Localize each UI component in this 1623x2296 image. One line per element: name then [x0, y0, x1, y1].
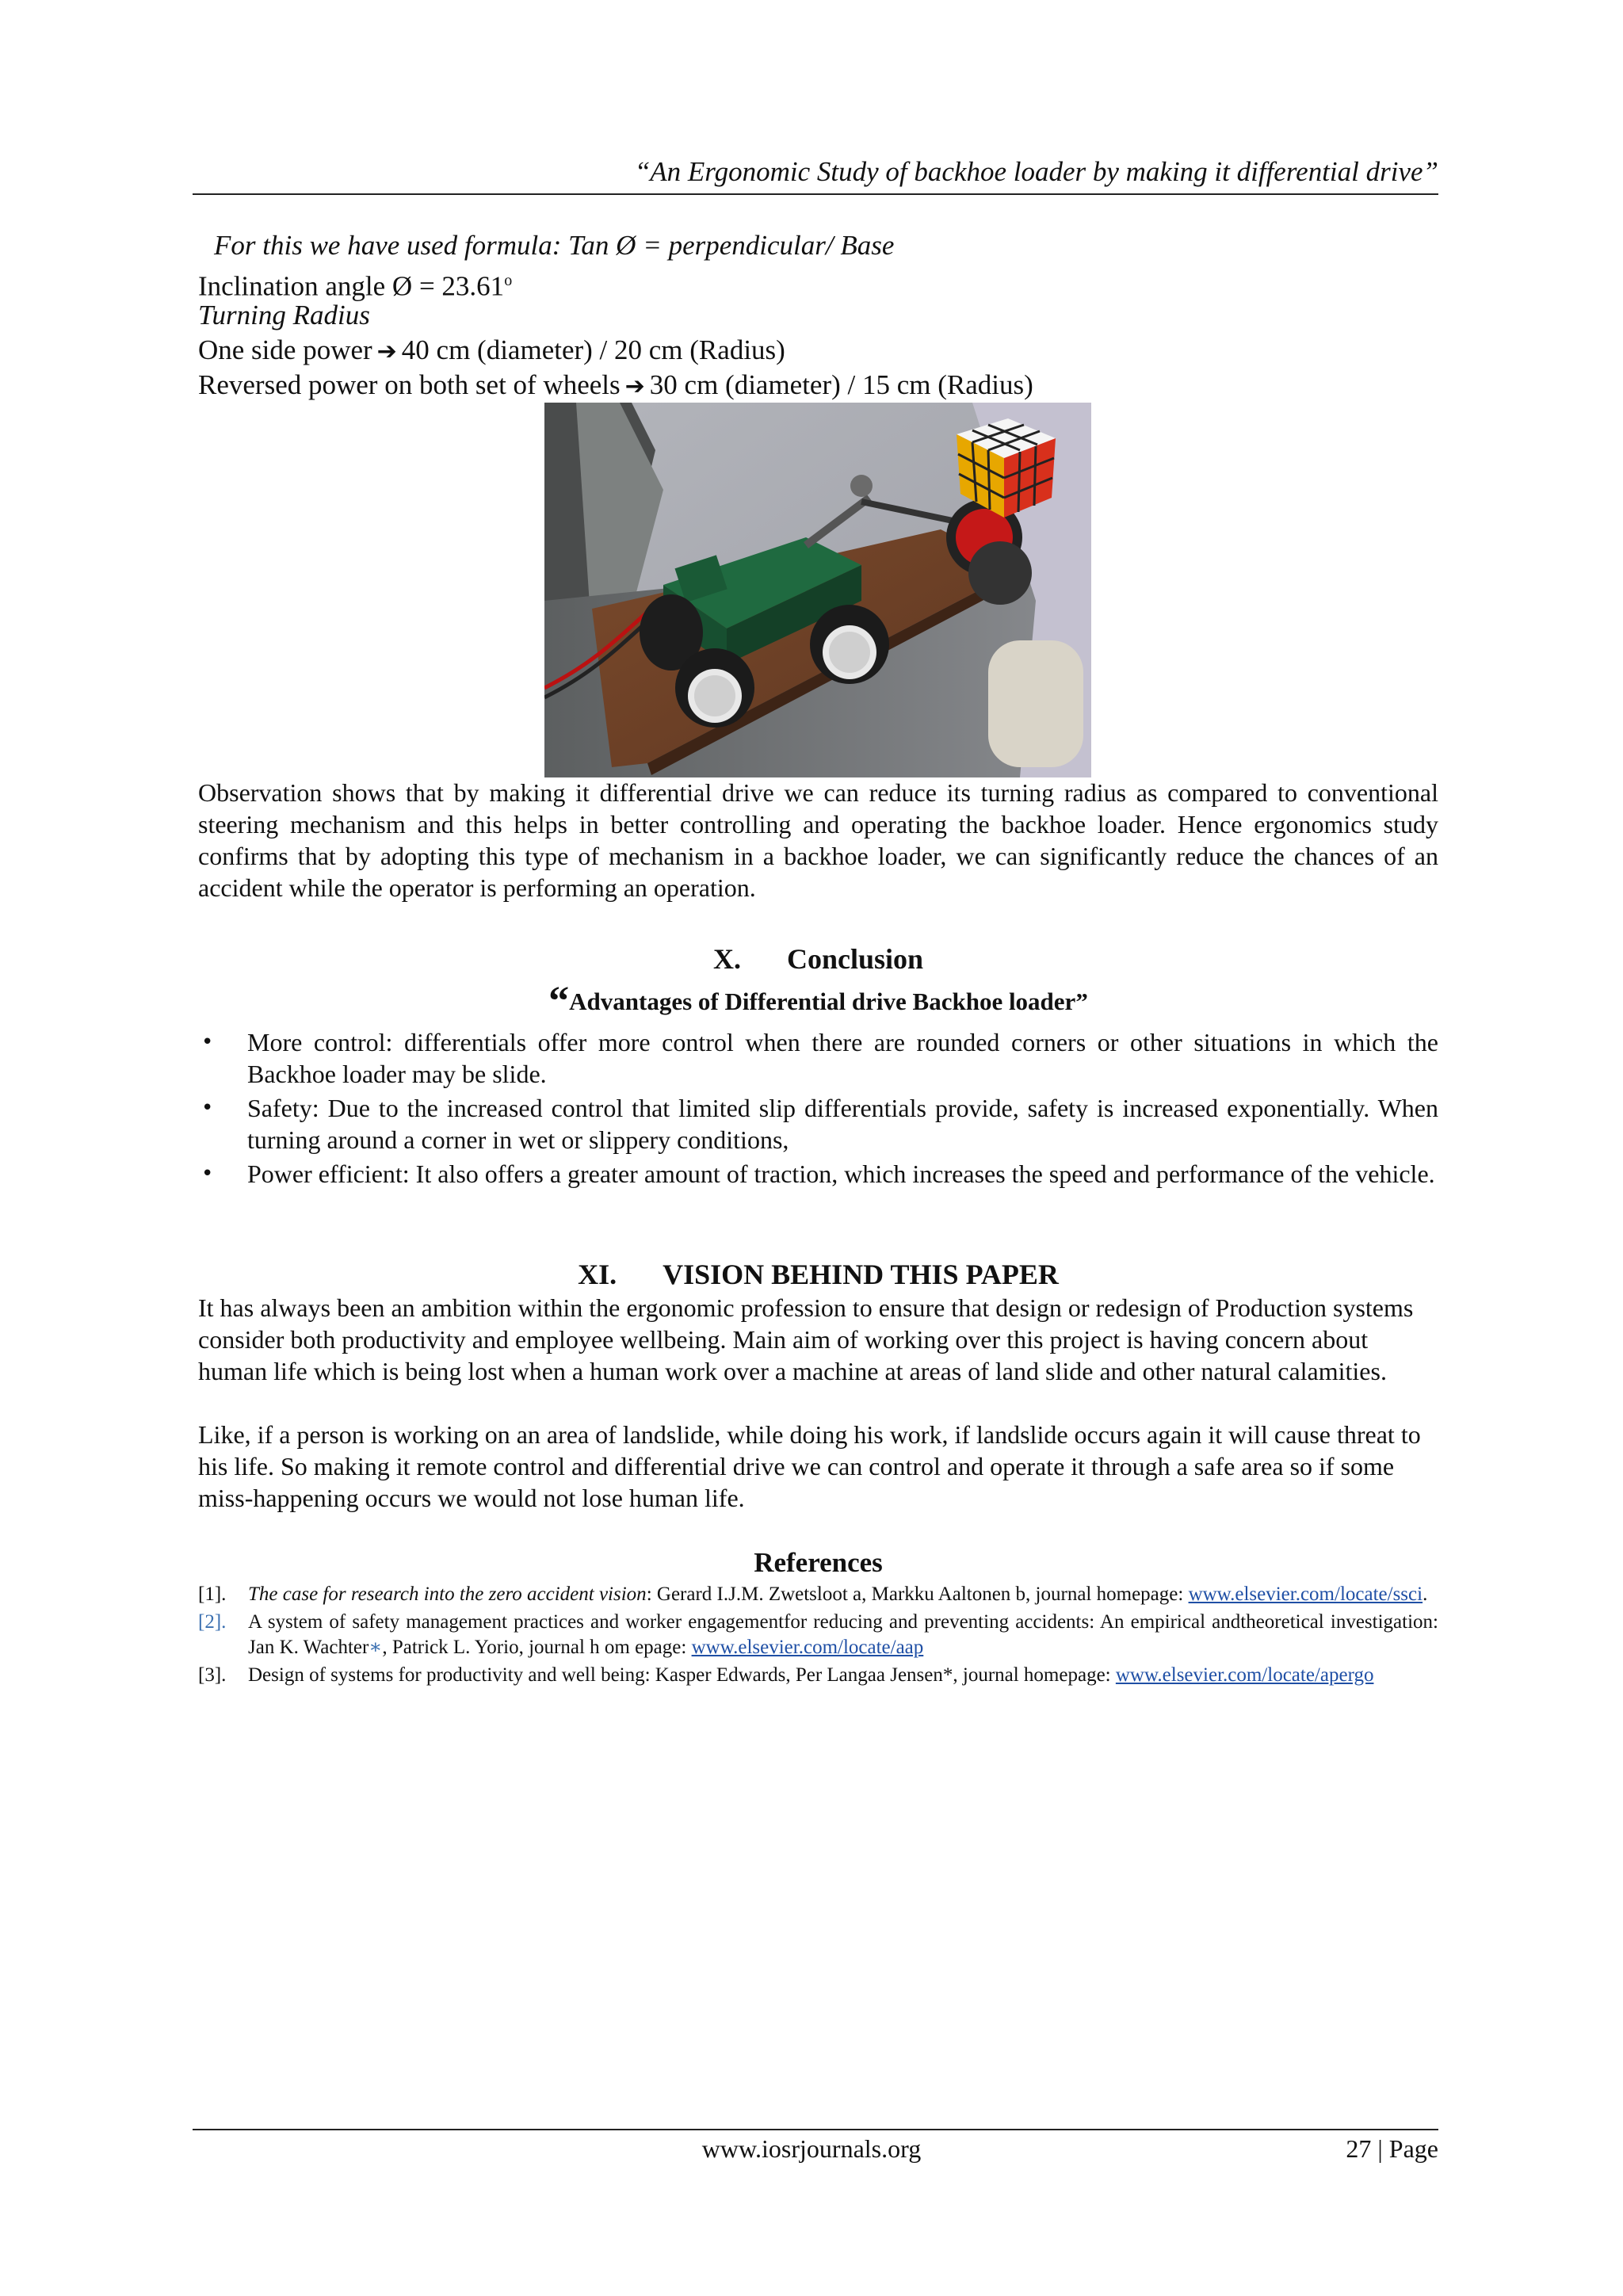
open-quote-glyph: “	[548, 979, 570, 1024]
reference-end: .	[1423, 1584, 1428, 1605]
section-title: Conclusion	[786, 943, 924, 975]
turning-radius-label: Turning Radius	[198, 300, 370, 330]
section-title: VISION BEHIND THIS PAPER	[663, 1259, 1059, 1290]
reference-item	[198, 1610, 1438, 1660]
reference-star: ∗	[369, 1637, 383, 1658]
reference-item	[198, 1582, 1438, 1607]
vision-paragraph-2: Like, if a person is working on an area of landslide, while doing his work, if landslide occurs again it will cause threat to his life. So making it remote control and differential drive we can control and operate it through a safe area so if some miss-happening occurs we would not lose human life.	[198, 1420, 1421, 1512]
section-number: XI.	[578, 1259, 617, 1290]
reference-link[interactable]: www.elsevier.com/locate/apergo	[1115, 1664, 1374, 1686]
reference-link[interactable]: www.elsevier.com/locate/ssci	[1188, 1584, 1423, 1605]
prototype-photo-illustration	[544, 403, 1091, 777]
degree-superscript: o	[504, 272, 513, 289]
arrow-right-icon: ➔	[624, 372, 645, 400]
advantages-subtitle: Advantages of Differential drive Backhoe loader”	[569, 988, 1088, 1015]
bullet-icon: •	[201, 1096, 214, 1120]
header-rule	[193, 193, 1438, 195]
list-item-text: Safety: Due to the increased control that limited slip differentials provide, safety is increased exponentially. When turning around a corner in wet or slippery conditions,	[247, 1094, 1438, 1154]
reference-title: The case for research into the zero accident vision	[248, 1584, 647, 1605]
footer-url[interactable]: www.iosrjournals.org	[701, 2134, 922, 2163]
reference-item	[198, 1663, 1438, 1688]
one-side-power-line	[198, 333, 785, 369]
one-side-value: 40 cm (diameter) / 20 cm (Radius)	[401, 334, 785, 365]
footer-rule	[193, 2129, 1438, 2130]
prototype-photo	[544, 403, 1091, 777]
reference-text: : Gerard I.J.M. Zwetsloot a, Markku Aaltonen b, journal homepage:	[646, 1584, 1189, 1605]
reference-text: , Patrick L. Yorio, journal h om epage:	[382, 1637, 692, 1658]
reference-number: [1].	[198, 1584, 227, 1605]
reference-link[interactable]: www.elsevier.com/locate/aap	[691, 1637, 924, 1658]
section-heading-conclusion	[198, 942, 1438, 976]
reversed-label: Reversed power on both set of wheels	[198, 369, 621, 400]
reference-number: [2].	[198, 1611, 227, 1633]
observation-paragraph: Observation shows that by making it differential drive we can reduce its turning radius as compared to conventional steering mechanism and this helps in better controlling and operating the backhoe loader. Hence ergonomics study confirms that by adopting this type of mechanism in a backhoe loader, we can significantly reduce the chances of an accident while the operator is performing an operation.	[198, 778, 1438, 902]
inclination-text: Inclination angle Ø = 23.61	[198, 270, 505, 302]
references-list	[198, 1582, 1438, 1690]
reference-text: A system of safety management practices and worker engagementfor reducing and preventing accidents: An empirical andtheoretical investigation: Jan K. Wachter	[248, 1611, 1438, 1658]
list-item-text: More control: differentials offer more control when there are rounded corners or other situations in which the Backhoe loader may be slide.	[247, 1028, 1438, 1088]
list-item	[198, 1092, 1438, 1156]
formula-line: For this we have used formula: Tan Ø = perpendicular/ Base	[214, 230, 895, 261]
reference-text: Design of systems for productivity and well being: Kasper Edwards, Per Langaa Jensen*, journal homepage:	[248, 1664, 1116, 1686]
bullet-icon: •	[201, 1030, 214, 1054]
arrow-right-icon: ➔	[376, 338, 397, 365]
reversed-power-line	[198, 368, 1033, 404]
list-item-text: Power efficient: It also offers a greater amount of traction, which increases the speed and performance of the vehicle.	[247, 1159, 1435, 1188]
reversed-value: 30 cm (diameter) / 15 cm (Radius)	[649, 369, 1033, 400]
vision-paragraph-1: It has always been an ambition within the ergonomic profession to ensure that design or redesign of Production systems consider both productivity and employee wellbeing. Main aim of working over this project is having concern about human life which is being lost when a human work over a machine at areas of land slide and other natural calamities.	[198, 1293, 1414, 1385]
section-heading-vision	[198, 1257, 1438, 1292]
running-header: “An Ergonomic Study of backhoe loader by making it differential drive”	[634, 156, 1438, 187]
section-number: X.	[712, 943, 741, 975]
list-item	[198, 1158, 1438, 1190]
one-side-label: One side power	[198, 334, 372, 365]
bullet-icon: •	[201, 1162, 214, 1186]
references-heading: References	[754, 1547, 883, 1578]
page-number: 27 | Page	[1346, 2134, 1438, 2163]
advantages-list	[198, 1026, 1438, 1192]
reference-number: [3].	[198, 1664, 227, 1686]
advantages-subheading	[198, 979, 1438, 1024]
list-item	[198, 1026, 1438, 1090]
